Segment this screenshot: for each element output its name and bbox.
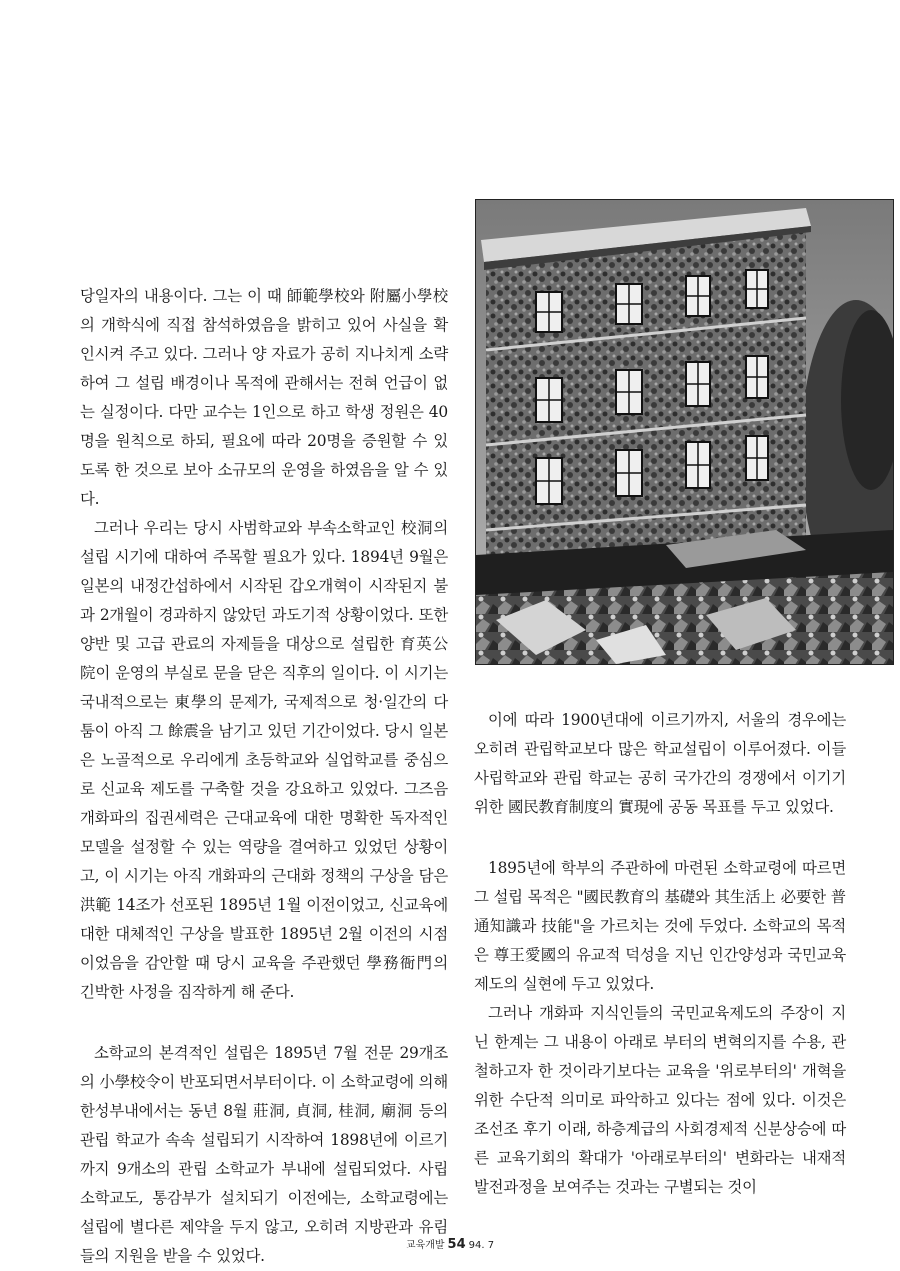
right-paragraph-2: 1895년에 학부의 주관하에 마련된 소학교령에 따르면 그 설립 목적은 "國民教育의 基礎와 其生活上 必要한 普通知識과 技能"을 가르치는 것에 두었다. 소학교의 목적은 尊王愛國의 유교적 덕성을 지닌 인간양성과 국민교육제도의 실현에 두고 있었다.	[474, 859, 846, 993]
school-building-photo	[475, 199, 894, 665]
left-paragraph-2: 그러나 우리는 당시 사범학교와 부속소학교인 校洞의 설립 시기에 대하여 주목할 필요가 있다. 1894년 9월은 일본의 내정간섭하에서 시작된 갑오개혁이 시작된지 불과 2개월이 경과하지 않았던 과도기적 상황이었다. 또한 양반 및 고급 관료의 자제들을 대상으로 설립한 育英公院이 운영의 부실로 문을 닫은 직후의 일이다. 이 시기는 국내적으로는 東學의 문제가, 국제적으로 청·일간의 다툼이 아직 그 餘震을 남기고 있던 기간이었다. 당시 일본은 노골적으로 우리에게 초등학교와 실업학교를 중심으로 신교육 제도를 구축할 것을 강요하고 있었다. 그즈음 개화파의 집권세력은 근대교육에 대한 명확한 독자적인 모델을 설정할 수 있는 역량을 결여하고 있었던 상황이고, 이 시기는 아직 개화파의 근대화 정책의 구상을 담은 洪範 14조가 선포된 1895년 1월 이전이었고, 신교육에 대한 대체적인 구상을 발표한 1895년 2월 이전의 시점이었음을 감안할 때 당시 교육을 주관했던 學務衙門의 긴박한 사정을 짐작하게 해 준다.	[80, 519, 448, 1001]
left-text-column	[80, 282, 448, 1271]
issue-date: 94. 7	[468, 1240, 495, 1251]
magazine-name: 교육개발	[405, 1240, 445, 1251]
left-paragraph-1: 당일자의 내용이다. 그는 이 때 師範學校와 附屬小學校의 개학식에 직접 참석하였음을 밝히고 있어 사실을 확인시켜 주고 있다. 그러나 양 자료가 공히 지나치게 소략하여 그 설립 배경이나 목적에 관해서는 전혀 언급이 없는 실정이다. 다만 교수는 1인으로 하고 학생 정원은 40명을 원칙으로 하되, 필요에 따라 20명을 증원할 수 있도록 한 것으로 보아 소규모의 운영을 하였음을 알 수 있다.	[80, 287, 448, 508]
left-paragraph-3: 소학교의 본격적인 설립은 1895년 7월 전문 29개조의 小學校令이 반포되면서부터이다. 이 소학교령에 의해 한성부내에서는 동년 8월 莊洞, 貞洞, 桂洞, 廟洞 등의 관립 학교가 속속 설립되기 시작하여 1898년에 이르기까지 9개소의 관립 소학교가 부내에 설립되었다. 사립 소학교도, 통감부가 설치되기 이전에는, 소학교령에는 설립에 별다른 제약을 두지 않고, 오히려 지방관과 유림들의 지원을 받을 수 있었다.	[80, 1044, 448, 1265]
right-text-column	[474, 706, 846, 1202]
page-number: 54	[447, 1237, 466, 1252]
right-paragraph-3: 그러나 개화파 지식인들의 국민교육제도의 주장이 지닌 한계는 그 내용이 아래로 부터의 변혁의지를 수용, 관철하고자 한 것이라기보다는 교육을 '위로부터의' 개혁을 위한 수단적 의미로 파악하고 있다는 점에 있다. 이것은 조선조 후기 이래, 하층계급의 사회경제적 신분상승에 따른 교육기회의 확대가 '아래로부터의' 변화라는 내재적 발전과정을 보여주는 것과는 구별되는 것이	[474, 1004, 846, 1196]
page-footer	[0, 1236, 900, 1252]
right-paragraph-1: 이에 따라 1900년대에 이르기까지, 서울의 경우에는 오히려 관립학교보다 많은 학교설립이 이루어졌다. 이들 사립학교와 관립 학교는 공히 국가간의 경쟁에서 이기기 위한 國民教育制度의 實現에 공동 목표를 두고 있었다.	[474, 711, 846, 816]
